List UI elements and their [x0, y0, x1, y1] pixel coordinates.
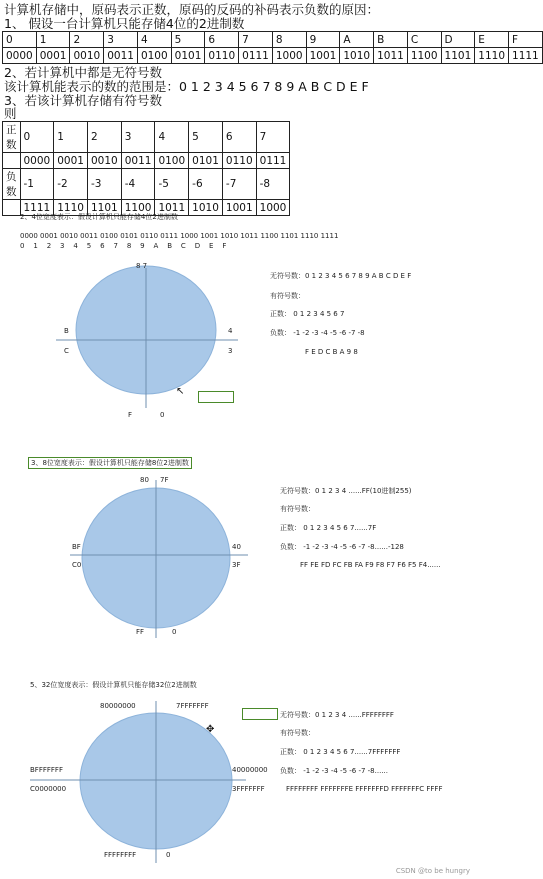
- signed-table-cell: 5: [189, 122, 223, 153]
- signed-table-cell: -2: [54, 169, 88, 200]
- hex-digit-row: [3, 32, 543, 48]
- signed-table-row: [3, 169, 290, 200]
- hex-digit-cell: 1: [36, 32, 70, 48]
- s2-signed-note: 有符号数：: [270, 292, 305, 300]
- hex-digit-cell: D: [441, 32, 475, 48]
- signed-table-cell: 1010: [189, 200, 223, 216]
- s3-top-left-label: 80: [140, 476, 149, 484]
- section2-circle-diagram: [50, 268, 250, 408]
- signed-table-cell: 3: [121, 122, 155, 153]
- s5-top-right-label: 7FFFFFFF: [176, 702, 209, 710]
- binary-cell: 0010: [70, 48, 104, 64]
- signed-table-cell: 0110: [222, 153, 256, 169]
- binary-cell: 1001: [306, 48, 340, 64]
- signed-table-cell: 0010: [87, 153, 121, 169]
- signed-table-cell: 1101: [87, 200, 121, 216]
- binary-cell: 1100: [407, 48, 441, 64]
- s5-right-up-label: 40000000: [232, 766, 268, 774]
- s5-positive-note: 正数： 0 1 2 3 4 5 6 7......7FFFFFFF: [280, 748, 401, 756]
- signed-table-cell: 0001: [54, 153, 88, 169]
- s2-positive-note: 正数： 0 1 2 3 4 5 6 7: [270, 310, 345, 318]
- s3-right-up-label: 40: [232, 543, 241, 551]
- signed-table-cell: 4: [155, 122, 189, 153]
- signed-table-cell: 1100: [121, 200, 155, 216]
- hex-digit-cell: F: [509, 32, 543, 48]
- signed-table-cell: -6: [189, 169, 223, 200]
- binary-cell: 0101: [171, 48, 205, 64]
- hex-digit-cell: 6: [205, 32, 239, 48]
- signed-table-cell: 0100: [155, 153, 189, 169]
- hex-digit-cell: A: [340, 32, 374, 48]
- binary-cell: 1010: [340, 48, 374, 64]
- binary-cell: 1110: [475, 48, 509, 64]
- signed-table-cell: -8: [256, 169, 290, 200]
- binary-cell: 1111: [509, 48, 543, 64]
- then-text: 则: [4, 106, 17, 121]
- s5-top-left-label: 80000000: [100, 702, 136, 710]
- section5-title: 5、32位宽度表示：假设计算机只能存储32位2进制数: [30, 681, 197, 689]
- signed-table-cell: 1111: [20, 200, 54, 216]
- s3-bottom-right-label: 0: [172, 628, 177, 636]
- hex-binary-table: [2, 31, 543, 64]
- signed-table-cell: 正数: [3, 122, 21, 153]
- s3-right-down-label: 3F: [232, 561, 241, 569]
- binary-cell: 1011: [374, 48, 408, 64]
- signed-table-cell: 2: [87, 122, 121, 153]
- binary-cell: 0110: [205, 48, 239, 64]
- signed-table-cell: 6: [222, 122, 256, 153]
- s3-negative-note: 负数： -1 -2 -3 -4 -5 -6 -7 -8......-128: [280, 543, 404, 551]
- s2-unsigned-note: 无符号数：0 1 2 3 4 5 6 7 8 9 A B C D E F: [270, 272, 412, 280]
- signed-table-cell: 0: [20, 122, 54, 153]
- s5-signed-note: 有符号数：: [280, 729, 315, 737]
- binary-cell: 1000: [272, 48, 306, 64]
- section5-circle-diagram: [60, 705, 260, 865]
- signed-table-cell: 7: [256, 122, 290, 153]
- binary-cell: 0111: [239, 48, 273, 64]
- s5-left-up-label: BFFFFFFF: [30, 766, 63, 774]
- section2-binary-row: 0000 0001 0010 0011 0100 0101 0110 0111 1000 1001 1010 1011 1100 1101 1110 1111: [20, 232, 339, 240]
- section3-circle-diagram: [70, 480, 270, 638]
- s3-unsigned-note: 无符号数：0 1 2 3 4 ......FF(10进制255): [280, 487, 412, 495]
- signed-table-cell: -7: [222, 169, 256, 200]
- hex-digit-cell: 9: [306, 32, 340, 48]
- signed-table-cell: 1011: [155, 200, 189, 216]
- s2-negative-note: 负数： -1 -2 -3 -4 -5 -6 -7 -8: [270, 329, 365, 337]
- s2-left-down-label: C: [64, 347, 69, 355]
- cursor-move-icon: ✥: [206, 724, 215, 735]
- signed-table-cell: 0000: [20, 153, 54, 169]
- binary-cell: 0000: [3, 48, 37, 64]
- s2-left-up-label: B: [64, 327, 69, 335]
- hex-digit-cell: 8: [272, 32, 306, 48]
- s3-negative-hex-note: FF FE FD FC FB FA F9 F8 F7 F6 F5 F4......: [300, 561, 441, 569]
- s2-bottom-right-label: 0: [160, 411, 165, 419]
- signed-table-cell: -4: [121, 169, 155, 200]
- signed-table-cell: [3, 200, 21, 216]
- signed-table-cell: -3: [87, 169, 121, 200]
- binary-cell: 1101: [441, 48, 475, 64]
- s5-bottom-left-label: FFFFFFFF: [104, 851, 137, 859]
- watermark: CSDN @to be hungry: [395, 867, 470, 875]
- s5-bottom-right-label: 0: [166, 851, 171, 859]
- s5-negative-hex-note: FFFFFFFF FFFFFFFE FFFFFFFD FFFFFFFC FFFF: [286, 785, 443, 793]
- signed-table-cell: -1: [20, 169, 54, 200]
- signed-heading: 3、若该计算机存储有符号数: [4, 93, 162, 108]
- s5-right-down-label: 3FFFFFFF: [232, 785, 265, 793]
- signed-table: [2, 121, 290, 216]
- section2-title: 2、4位宽度表示：假设计算机只能存储4位2进制数: [20, 213, 178, 221]
- hex-digit-cell: 4: [137, 32, 171, 48]
- signed-table-cell: 0011: [121, 153, 155, 169]
- highlight-box: [242, 708, 278, 720]
- hex-digit-cell: B: [374, 32, 408, 48]
- unsigned-range-text: 该计算机能表示的数的范围是：0 1 2 3 4 5 6 7 8 9 A B C D E F: [4, 79, 369, 94]
- cursor-icon: ↖: [176, 386, 185, 397]
- signed-table-cell: [3, 153, 21, 169]
- signed-table-row: [3, 122, 290, 153]
- intro-line-1: 计算机存储中，原码表示正数，原码的反码的补码表示负数的原因：: [4, 2, 380, 17]
- s5-negative-note: 负数： -1 -2 -3 -4 -5 -6 -7 -8......: [280, 767, 388, 775]
- hex-digit-cell: 2: [70, 32, 104, 48]
- section2-hex-row: 0 1 2 3 4 5 6 7 8 9 A B C D E F: [20, 242, 227, 250]
- hex-digit-cell: C: [407, 32, 441, 48]
- signed-table-cell: 1001: [222, 200, 256, 216]
- s5-left-down-label: C0000000: [30, 785, 67, 793]
- s3-left-down-label: C0: [72, 561, 82, 569]
- signed-table-cell: 0101: [189, 153, 223, 169]
- binary-cell: 0100: [137, 48, 171, 64]
- signed-table-cell: 0111: [256, 153, 290, 169]
- signed-table-row: [3, 153, 290, 169]
- hex-digit-cell: 7: [239, 32, 273, 48]
- signed-table-cell: 负数: [3, 169, 21, 200]
- hex-digit-cell: 3: [104, 32, 138, 48]
- binary-cell: 0011: [104, 48, 138, 64]
- signed-table-cell: 1110: [54, 200, 88, 216]
- s3-positive-note: 正数： 0 1 2 3 4 5 6 7......7F: [280, 524, 377, 532]
- signed-table-cell: -5: [155, 169, 189, 200]
- unsigned-heading: 2、若计算机中都是无符号数: [4, 65, 162, 80]
- s2-bottom-left-label: F: [128, 411, 133, 419]
- signed-table-cell: 1: [54, 122, 88, 153]
- binary-row: [3, 48, 543, 64]
- s2-right-up-label: 4: [228, 327, 233, 335]
- binary-cell: 0001: [36, 48, 70, 64]
- hex-digit-cell: E: [475, 32, 509, 48]
- s3-left-up-label: BF: [72, 543, 81, 551]
- s2-negative-hex-note: F E D C B A 9 8: [305, 348, 358, 356]
- s3-bottom-left-label: FF: [136, 628, 145, 636]
- s2-right-down-label: 3: [228, 347, 233, 355]
- intro-line-2: 1、 假设一台计算机只能存储4位的2进制数: [4, 16, 245, 31]
- signed-table-cell: 1000: [256, 200, 290, 216]
- s3-signed-note: 有符号数：: [280, 505, 315, 513]
- hex-digit-cell: 5: [171, 32, 205, 48]
- highlight-box: [198, 391, 234, 403]
- s5-unsigned-note: 无符号数：0 1 2 3 4 ......FFFFFFFF: [280, 711, 394, 719]
- s2-top-label: 8 7: [136, 262, 148, 270]
- s3-top-right-label: 7F: [160, 476, 169, 484]
- section3-title: 3、8位宽度表示：假设计算机只能存储8位2进制数: [28, 457, 192, 469]
- hex-digit-cell: 0: [3, 32, 37, 48]
